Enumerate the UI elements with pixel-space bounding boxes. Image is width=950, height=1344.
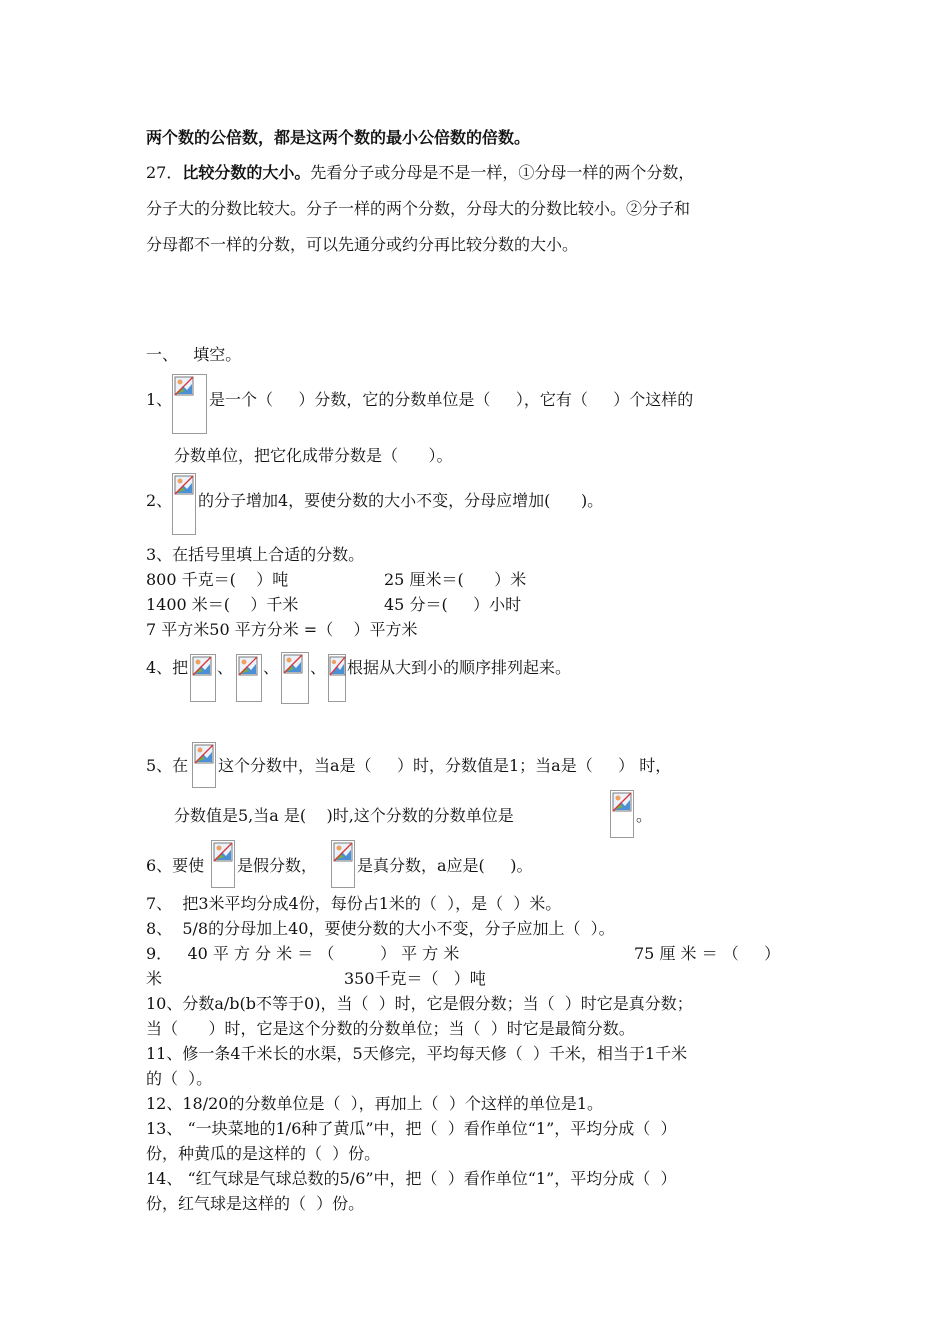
intro-line-2	[146, 163, 694, 183]
broken-image-icon	[190, 654, 216, 702]
q9-c: 米	[146, 969, 163, 988]
intro-line-1: 两个数的公倍数，都是这两个数的最小公倍数的倍数。	[146, 128, 531, 147]
q3-row2-b: 45 分＝( ）小时	[384, 595, 522, 614]
q11-a: 11、修一条4千米长的水渠，5天修完，平均每天修（ ）千米，相当于1千米	[146, 1044, 688, 1063]
q13-a: 13、 “一块菜地的1/6种了黄瓜”中，把（ ）看作单位“1”，平均分成（ ）	[146, 1119, 677, 1138]
q6-text-b: 是真分数，a应是( )。	[357, 856, 533, 875]
q2-number: 2、	[146, 491, 173, 510]
broken-image-icon	[331, 840, 355, 888]
q3-row3: 7 平方米50 平方分米 =（ ）平方米	[146, 620, 418, 639]
item-number: 27．	[146, 163, 183, 182]
intro-text: 先看分子或分母是不是一样，①分母一样的两个分数，	[310, 163, 695, 182]
section-title: 一、 填空。	[146, 345, 242, 364]
q4-sep: 、	[310, 658, 327, 677]
q4-number: 4、把	[146, 658, 189, 677]
q10-b: 当（ ）时，它是这个分数的分数单位；当（ ）时它是最简分数。	[146, 1019, 635, 1038]
q5-number: 5、在	[146, 756, 189, 775]
q9-b: 75 厘 米 ＝ （ ）	[634, 944, 781, 963]
q14-b: 份，红气球是这样的（ ）份。	[146, 1194, 365, 1213]
intro-line-3: 分子大的分数比较大。分子一样的两个分数，分母大的分数比较小。②分子和	[146, 199, 691, 218]
q8: 8、 5/8的分母加上40，要使分数的大小不变，分子应加上（ ）。	[146, 919, 615, 938]
q1-line-1	[146, 390, 172, 410]
q1-line-2: 分数单位，把它化成带分数是（ ）。	[174, 446, 453, 465]
q6-text-a: 是假分数，	[237, 856, 318, 875]
q5-line-1-text: 这个分数中，当a是（ ）时，分数值是1；当a是（ ） 时，	[218, 756, 672, 775]
q5-end: 。	[636, 806, 653, 825]
broken-image-icon	[610, 790, 634, 838]
q4-sep: 、	[263, 658, 280, 677]
q5-line-2: 分数值是5,当a 是( )时,这个分数的分数单位是	[174, 806, 514, 825]
broken-image-icon	[192, 742, 216, 788]
broken-image-icon	[236, 654, 262, 702]
bold-heading: 比较分数的大小。	[182, 163, 311, 182]
q12: 12、18/20的分数单位是（ ），再加上（ ）个这样的单位是1。	[146, 1094, 603, 1113]
broken-image-icon	[328, 654, 346, 702]
q6-number: 6、要使	[146, 856, 205, 875]
q3-row2-a: 1400 米＝( ）千米	[146, 595, 299, 614]
q4-sep: 、	[217, 658, 234, 677]
q2-text: 的分子增加4，要使分数的大小不变，分母应增加( )。	[198, 491, 604, 510]
q7: 7、 把3米平均分成4份，每份占1米的（ ），是（ ）米。	[146, 894, 562, 913]
q10-a: 10、分数a/b(b不等于0)，当（ ）时，它是假分数；当（ ）时它是真分数；	[146, 994, 693, 1013]
broken-image-icon	[281, 652, 309, 704]
q9-d: 350千克＝（ ）吨	[344, 969, 486, 988]
broken-image-icon	[172, 374, 207, 434]
q13-b: 份，种黄瓜的是这样的（ ）份。	[146, 1144, 381, 1163]
q1-line-1-text: 是一个（ ）分数，它的分数单位是（ ），它有（ ）个这样的	[209, 390, 694, 409]
intro-line-4: 分母都不一样的分数，可以先通分或约分再比较分数的大小。	[146, 235, 579, 254]
q1-number: 1、	[146, 390, 173, 409]
q4-text: 根据从大到小的顺序排列起来。	[347, 658, 572, 677]
q11-b: 的（ ）。	[146, 1069, 213, 1088]
q3-row1-b: 25 厘米＝( ）米	[384, 570, 527, 589]
q9-a: 9． 40 平 方 分 米 ＝ （ ） 平 方 米	[146, 944, 460, 963]
q14-a: 14、 “红气球是气球总数的5/6”中，把（ ）看作单位“1”，平均分成（ ）	[146, 1169, 677, 1188]
q3-title: 3、在括号里填上合适的分数。	[146, 545, 365, 564]
broken-image-icon	[172, 473, 196, 535]
broken-image-icon	[211, 840, 235, 888]
q3-row1-a: 800 千克＝( ）吨	[146, 570, 289, 589]
